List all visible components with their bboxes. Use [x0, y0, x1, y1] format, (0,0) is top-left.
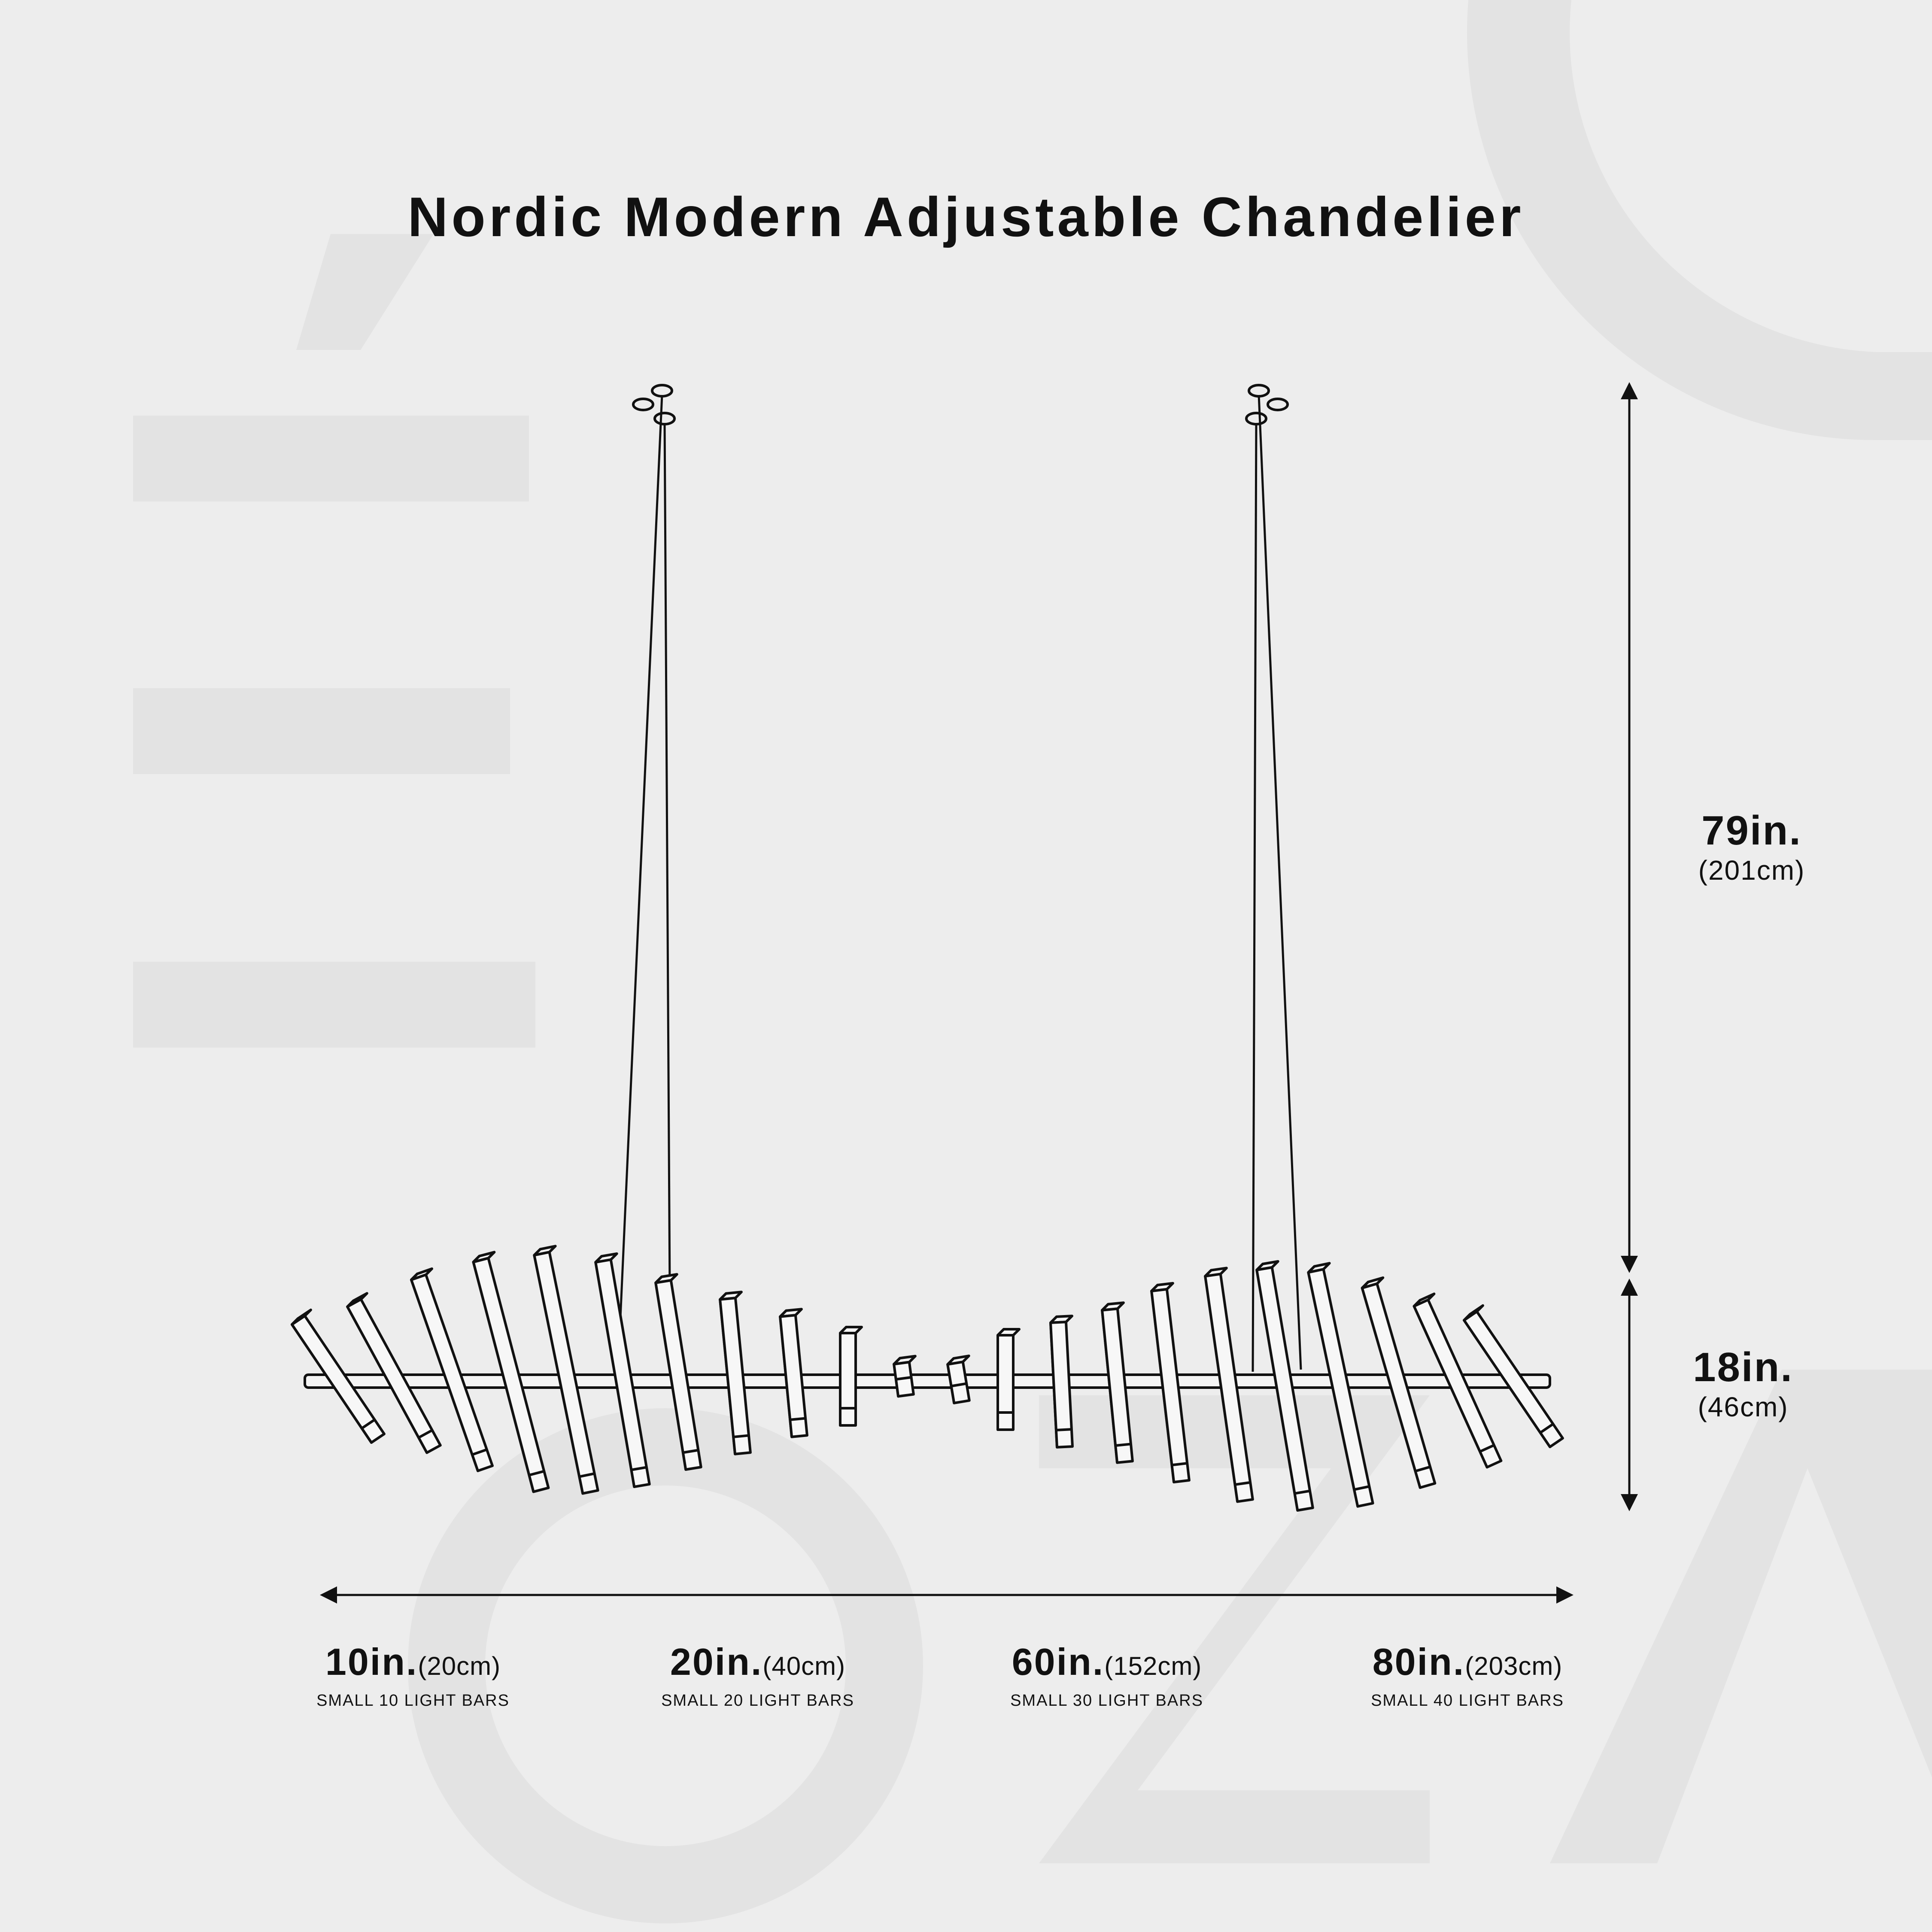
size-description: SMALL 10 LIGHT BARS	[316, 1692, 510, 1710]
size-metric: (40cm)	[762, 1652, 846, 1680]
size-metric: (20cm)	[418, 1652, 501, 1680]
suspension-wires	[618, 395, 1301, 1372]
arrowhead-left-icon	[320, 1586, 337, 1604]
light-bar	[894, 1356, 915, 1397]
arrowhead-right-icon	[1556, 1586, 1574, 1604]
light-bar-face	[840, 1333, 856, 1425]
size-description: SMALL 40 LIGHT BARS	[1371, 1692, 1564, 1710]
arrowhead-up-icon	[1621, 1279, 1638, 1296]
central-rail	[305, 1375, 1550, 1388]
light-bar-end-line	[1115, 1444, 1131, 1446]
height-fixture-metric: (46cm)	[1698, 1391, 1789, 1422]
light-bar-end-line	[1172, 1463, 1187, 1465]
light-bar	[780, 1309, 807, 1437]
height-total-metric: (201cm)	[1698, 855, 1805, 886]
size-option-10in	[258, 1640, 568, 1710]
watermark-bar-1	[133, 416, 529, 501]
size-imperial: 80in.	[1372, 1640, 1465, 1683]
size-option-60in	[952, 1640, 1261, 1710]
size-imperial: 20in.	[670, 1640, 763, 1683]
light-bar-end-line	[790, 1418, 805, 1419]
light-bar-end-line	[1056, 1429, 1072, 1430]
page-title: Nordic Modern Adjustable Chandelier	[407, 185, 1525, 248]
height-total-label	[1640, 807, 1863, 886]
light-bar	[948, 1356, 969, 1403]
ceiling-canopy-right	[1246, 385, 1288, 424]
size-imperial: 10in.	[325, 1640, 418, 1683]
watermark-bar-3	[133, 962, 535, 1048]
watermark-letter-lambda	[1550, 1370, 1932, 1863]
height-total-imperial: 79in.	[1701, 808, 1802, 854]
size-description: SMALL 20 LIGHT BARS	[661, 1692, 854, 1710]
arrowhead-down-icon	[1621, 1256, 1638, 1273]
size-metric: (152cm)	[1104, 1652, 1202, 1680]
size-description: SMALL 30 LIGHT BARS	[1010, 1692, 1203, 1710]
size-imperial: 60in.	[1012, 1640, 1105, 1683]
size-metric: (203cm)	[1465, 1652, 1563, 1680]
height-fixture-imperial: 18in.	[1693, 1344, 1793, 1390]
light-bar-face	[998, 1335, 1013, 1430]
height-fixture-label	[1640, 1344, 1846, 1423]
watermark-accent-mark	[296, 234, 434, 350]
watermark-bar-2	[133, 688, 510, 774]
arrowhead-up-icon	[1621, 382, 1638, 399]
light-bar-end-line	[733, 1435, 749, 1437]
size-option-20in	[603, 1640, 912, 1710]
arrowhead-down-icon	[1621, 1494, 1638, 1511]
chandelier-line-drawing	[292, 385, 1563, 1510]
background-watermark	[133, 0, 1932, 1885]
size-option-80in	[1313, 1640, 1622, 1710]
ceiling-canopy-left	[633, 385, 674, 424]
